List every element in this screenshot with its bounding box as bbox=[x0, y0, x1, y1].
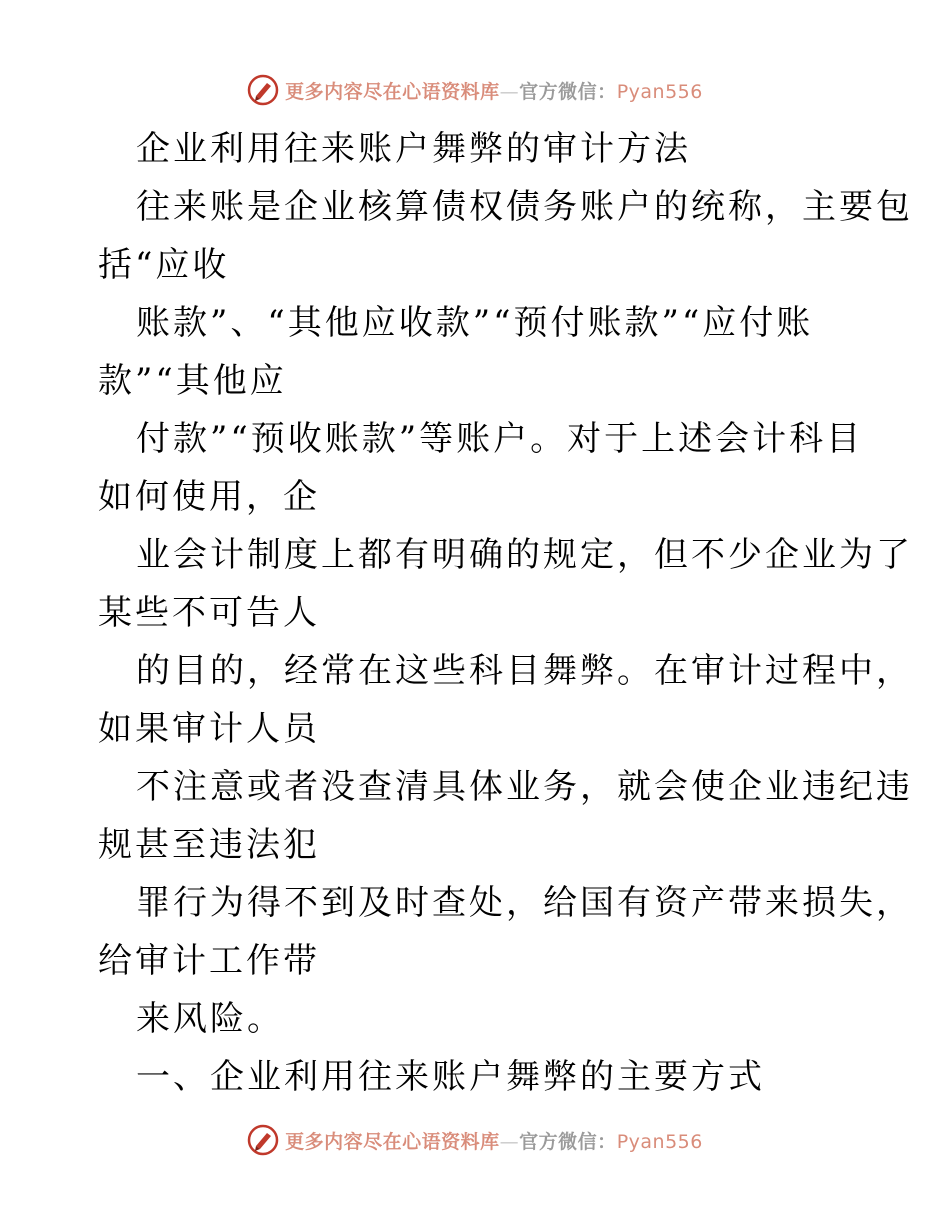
text-line: 规甚至违法犯 bbox=[98, 825, 320, 865]
watermark-wechat-id: Pyan556 bbox=[616, 1130, 703, 1153]
text-line: 如果审计人员 bbox=[98, 709, 320, 749]
watermark-brand: 更多内容尽在心语资料库 bbox=[285, 1130, 500, 1153]
watermark-brand: 更多内容尽在心语资料库 bbox=[285, 80, 500, 103]
text-line: 如何使用，企 bbox=[98, 477, 320, 517]
footer-watermark bbox=[0, 1120, 950, 1160]
text-line: 的目的，经常在这些科目舞弊。在审计过程中， bbox=[136, 651, 913, 691]
text-line: 付款”“预收账款”等账户。对于上述会计科目 bbox=[136, 419, 864, 459]
watermark-text bbox=[285, 1127, 703, 1154]
document-body bbox=[98, 120, 913, 1106]
text-line: 罪行为得不到及时查处，给国有资产带来损失， bbox=[136, 883, 913, 923]
text-line: 往来账是企业核算债权债务账户的统称，主要包 bbox=[136, 187, 913, 227]
watermark-dash: — bbox=[499, 80, 520, 103]
pen-logo-icon bbox=[247, 1124, 279, 1156]
pen-logo-icon bbox=[247, 74, 279, 106]
text-line: 来风险。 bbox=[136, 999, 284, 1039]
watermark-dash: — bbox=[499, 1130, 520, 1153]
watermark-official-label: 官方微信： bbox=[519, 80, 617, 103]
text-line: 某些不可告人 bbox=[98, 593, 320, 633]
text-line: 业会计制度上都有明确的规定，但不少企业为了 bbox=[136, 535, 913, 575]
text-line: 款”“其他应 bbox=[98, 361, 287, 401]
watermark-official-label: 官方微信： bbox=[519, 1130, 617, 1153]
text-line: 给审计工作带 bbox=[98, 941, 320, 981]
section-heading: 一、企业利用往来账户舞弊的主要方式 bbox=[136, 1057, 765, 1097]
document-title: 企业利用往来账户舞弊的审计方法 bbox=[136, 129, 691, 169]
text-line: 不注意或者没查清具体业务，就会使企业违纪违 bbox=[136, 767, 913, 807]
header-watermark bbox=[0, 70, 950, 110]
watermark-text bbox=[285, 77, 703, 104]
text-line: 账款”、“其他应收款”“预付账款”“应付账 bbox=[136, 303, 814, 343]
watermark-wechat-id: Pyan556 bbox=[616, 80, 703, 103]
text-line: 括“应收 bbox=[98, 245, 230, 285]
